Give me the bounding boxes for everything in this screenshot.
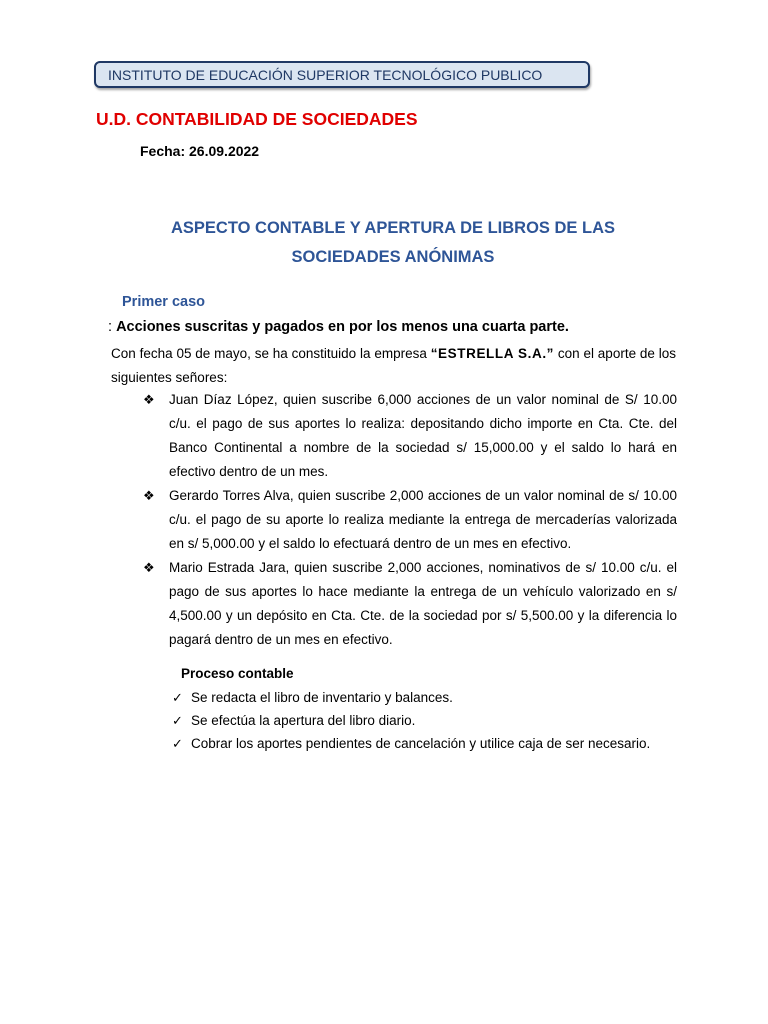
partner-text: Juan Díaz López, quien suscribe 6,000 acciones de un valor nominal de S/ 10.00 c/u. el pago de sus aportes lo realiza: depositando dicho importe en Cta. Cte. del Banco Continental a nombre de la sociedad s/ 15,000.00 y el saldo lo hará en efectivo dentro de un mes. (169, 392, 677, 479)
subtitle-prefix: : (108, 319, 117, 335)
step-text: Se redacta el libro de inventario y balances. (191, 690, 453, 705)
step-text: Cobrar los aportes pendientes de cancelación y utilice caja de ser necesario. (191, 736, 651, 751)
checkmark-icon: ✓ (172, 736, 183, 751)
document-title-line-1: ASPECTO CONTABLE Y APERTURA DE LIBROS DE LAS (170, 219, 616, 237)
list-item (172, 709, 650, 732)
diamond-bullet-icon: ❖ (143, 392, 155, 407)
course-title: U.D. CONTABILIDAD DE SOCIEDADES (96, 109, 418, 129)
checkmark-icon: ✓ (172, 713, 183, 728)
institute-banner (94, 61, 590, 88)
company-name: “ESTRELLA S.A.” (430, 346, 555, 361)
list-item (172, 686, 650, 709)
institute-name: INSTITUTO DE EDUCACIÓN SUPERIOR TECNOLÓGICO PUBLICO (108, 67, 543, 83)
document-title-line-2: SOCIEDADES ANÓNIMAS (291, 248, 495, 266)
checkmark-icon: ✓ (172, 690, 183, 705)
partner-text: Gerardo Torres Alva, quien suscribe 2,000 acciones de un valor nominal de s/ 10.00 c/u. el pago de su aporte lo realiza mediante la entrega de mercaderías valorizada en s/ 5,000.00 y el saldo lo efectuará dentro de un mes en efectivo. (169, 488, 677, 551)
step-text: Se efectúa la apertura del libro diario. (191, 713, 416, 728)
intro-text-after: con el aporte de los siguientes señores: (111, 346, 677, 385)
document-date: Fecha: 26.09.2022 (140, 143, 260, 159)
list-item (143, 388, 677, 484)
list-item (143, 484, 677, 556)
process-steps (172, 686, 650, 755)
diamond-bullet-icon: ❖ (143, 560, 155, 575)
intro-text-before: Con fecha 05 de mayo, se ha constituido la empresa (111, 346, 431, 361)
partner-text: Mario Estrada Jara, quien suscribe 2,000 acciones, nominativos de s/ 10.00 c/u. el pago de sus aportes lo hace mediante la entrega de un vehículo valorizado en s/ 4,500.00 y un depósito en Cta. Cte. de la sociedad por s/ 5,500.00 y la diferencia lo pagará dentro de un mes en efectivo. (169, 560, 677, 647)
case-subtitle (108, 319, 569, 335)
diamond-bullet-icon: ❖ (143, 488, 155, 503)
case-intro (111, 342, 676, 390)
list-item (143, 556, 677, 652)
case-label: Primer caso (122, 294, 206, 310)
list-item (172, 732, 650, 755)
partner-list (143, 388, 677, 652)
process-label: Proceso contable (181, 666, 294, 681)
case-subtitle-text: Acciones suscritas y pagados en por los menos una cuarta parte. (116, 319, 569, 335)
